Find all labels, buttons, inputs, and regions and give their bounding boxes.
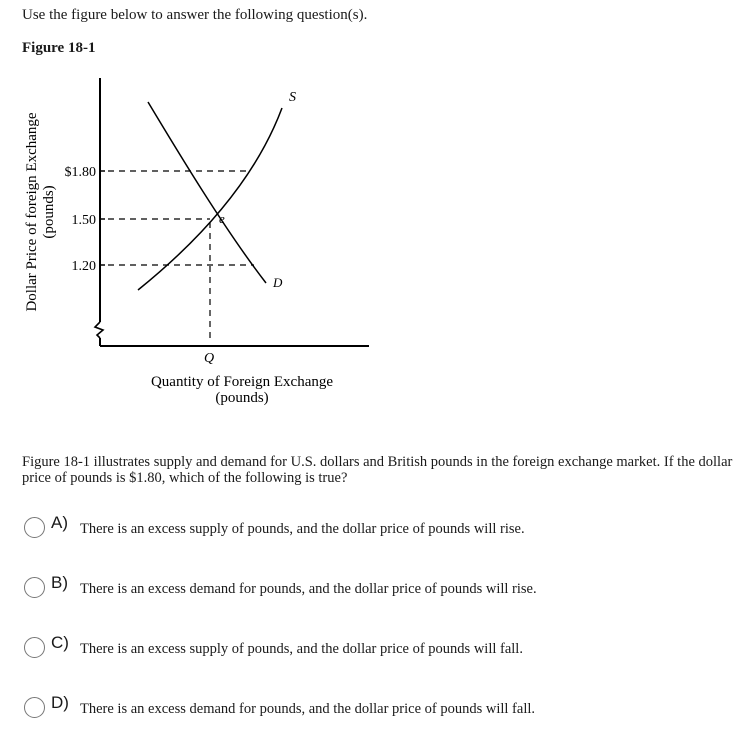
x-axis-title-line2: (pounds) (215, 390, 269, 406)
option-c-letter: C) (51, 633, 69, 652)
axis-break-icon (95, 322, 103, 338)
option-b-radio[interactable] (24, 577, 45, 598)
price-label-180: $1.80 (64, 165, 96, 180)
option-d[interactable] (24, 692, 535, 722)
option-b-text: There is an excess demand for pounds, and the dollar price of pounds will rise. (80, 580, 537, 597)
demand-label: D (273, 275, 283, 290)
option-a-text: There is an excess supply of pounds, and the dollar price of pounds will rise. (80, 520, 525, 537)
x-axis-title-line1: Quantity of Foreign Exchange (150, 374, 334, 390)
option-a-radio[interactable] (24, 517, 45, 538)
y-axis-title-line1: Dollar Price of foreign Exchange (24, 112, 40, 312)
option-a[interactable] (24, 512, 525, 542)
supply-label: S (289, 90, 296, 105)
option-a-letter: A) (51, 513, 68, 532)
option-c-text: There is an excess supply of pounds, and the dollar price of pounds will fall. (80, 640, 523, 657)
option-d-text: There is an excess demand for pounds, and the dollar price of pounds will fall. (80, 700, 536, 717)
price-label-150: 1.50 (71, 213, 96, 228)
option-b[interactable] (24, 572, 537, 602)
demand-curve (148, 102, 266, 283)
price-label-120: 1.20 (71, 259, 96, 274)
equilibrium-label: e (219, 211, 225, 226)
option-c[interactable] (24, 632, 523, 662)
instruction-text: Use the figure below to answer the following question(s). (22, 7, 368, 23)
supply-curve (138, 108, 282, 290)
option-b-letter: B) (51, 573, 68, 592)
option-d-letter: D) (51, 693, 69, 712)
y-axis-title-line2: (pounds) (41, 185, 57, 239)
option-c-radio[interactable] (24, 637, 45, 658)
figure-title: Figure 18-1 (22, 40, 96, 56)
question-text: Figure 18-1 illustrates supply and demand for U.S. dollars and British pounds in the foreign exchange market. If the dollar price of pounds is $1.80, which of the following is true? (22, 454, 733, 486)
option-d-radio[interactable] (24, 697, 45, 718)
quantity-label: Q (204, 351, 215, 366)
